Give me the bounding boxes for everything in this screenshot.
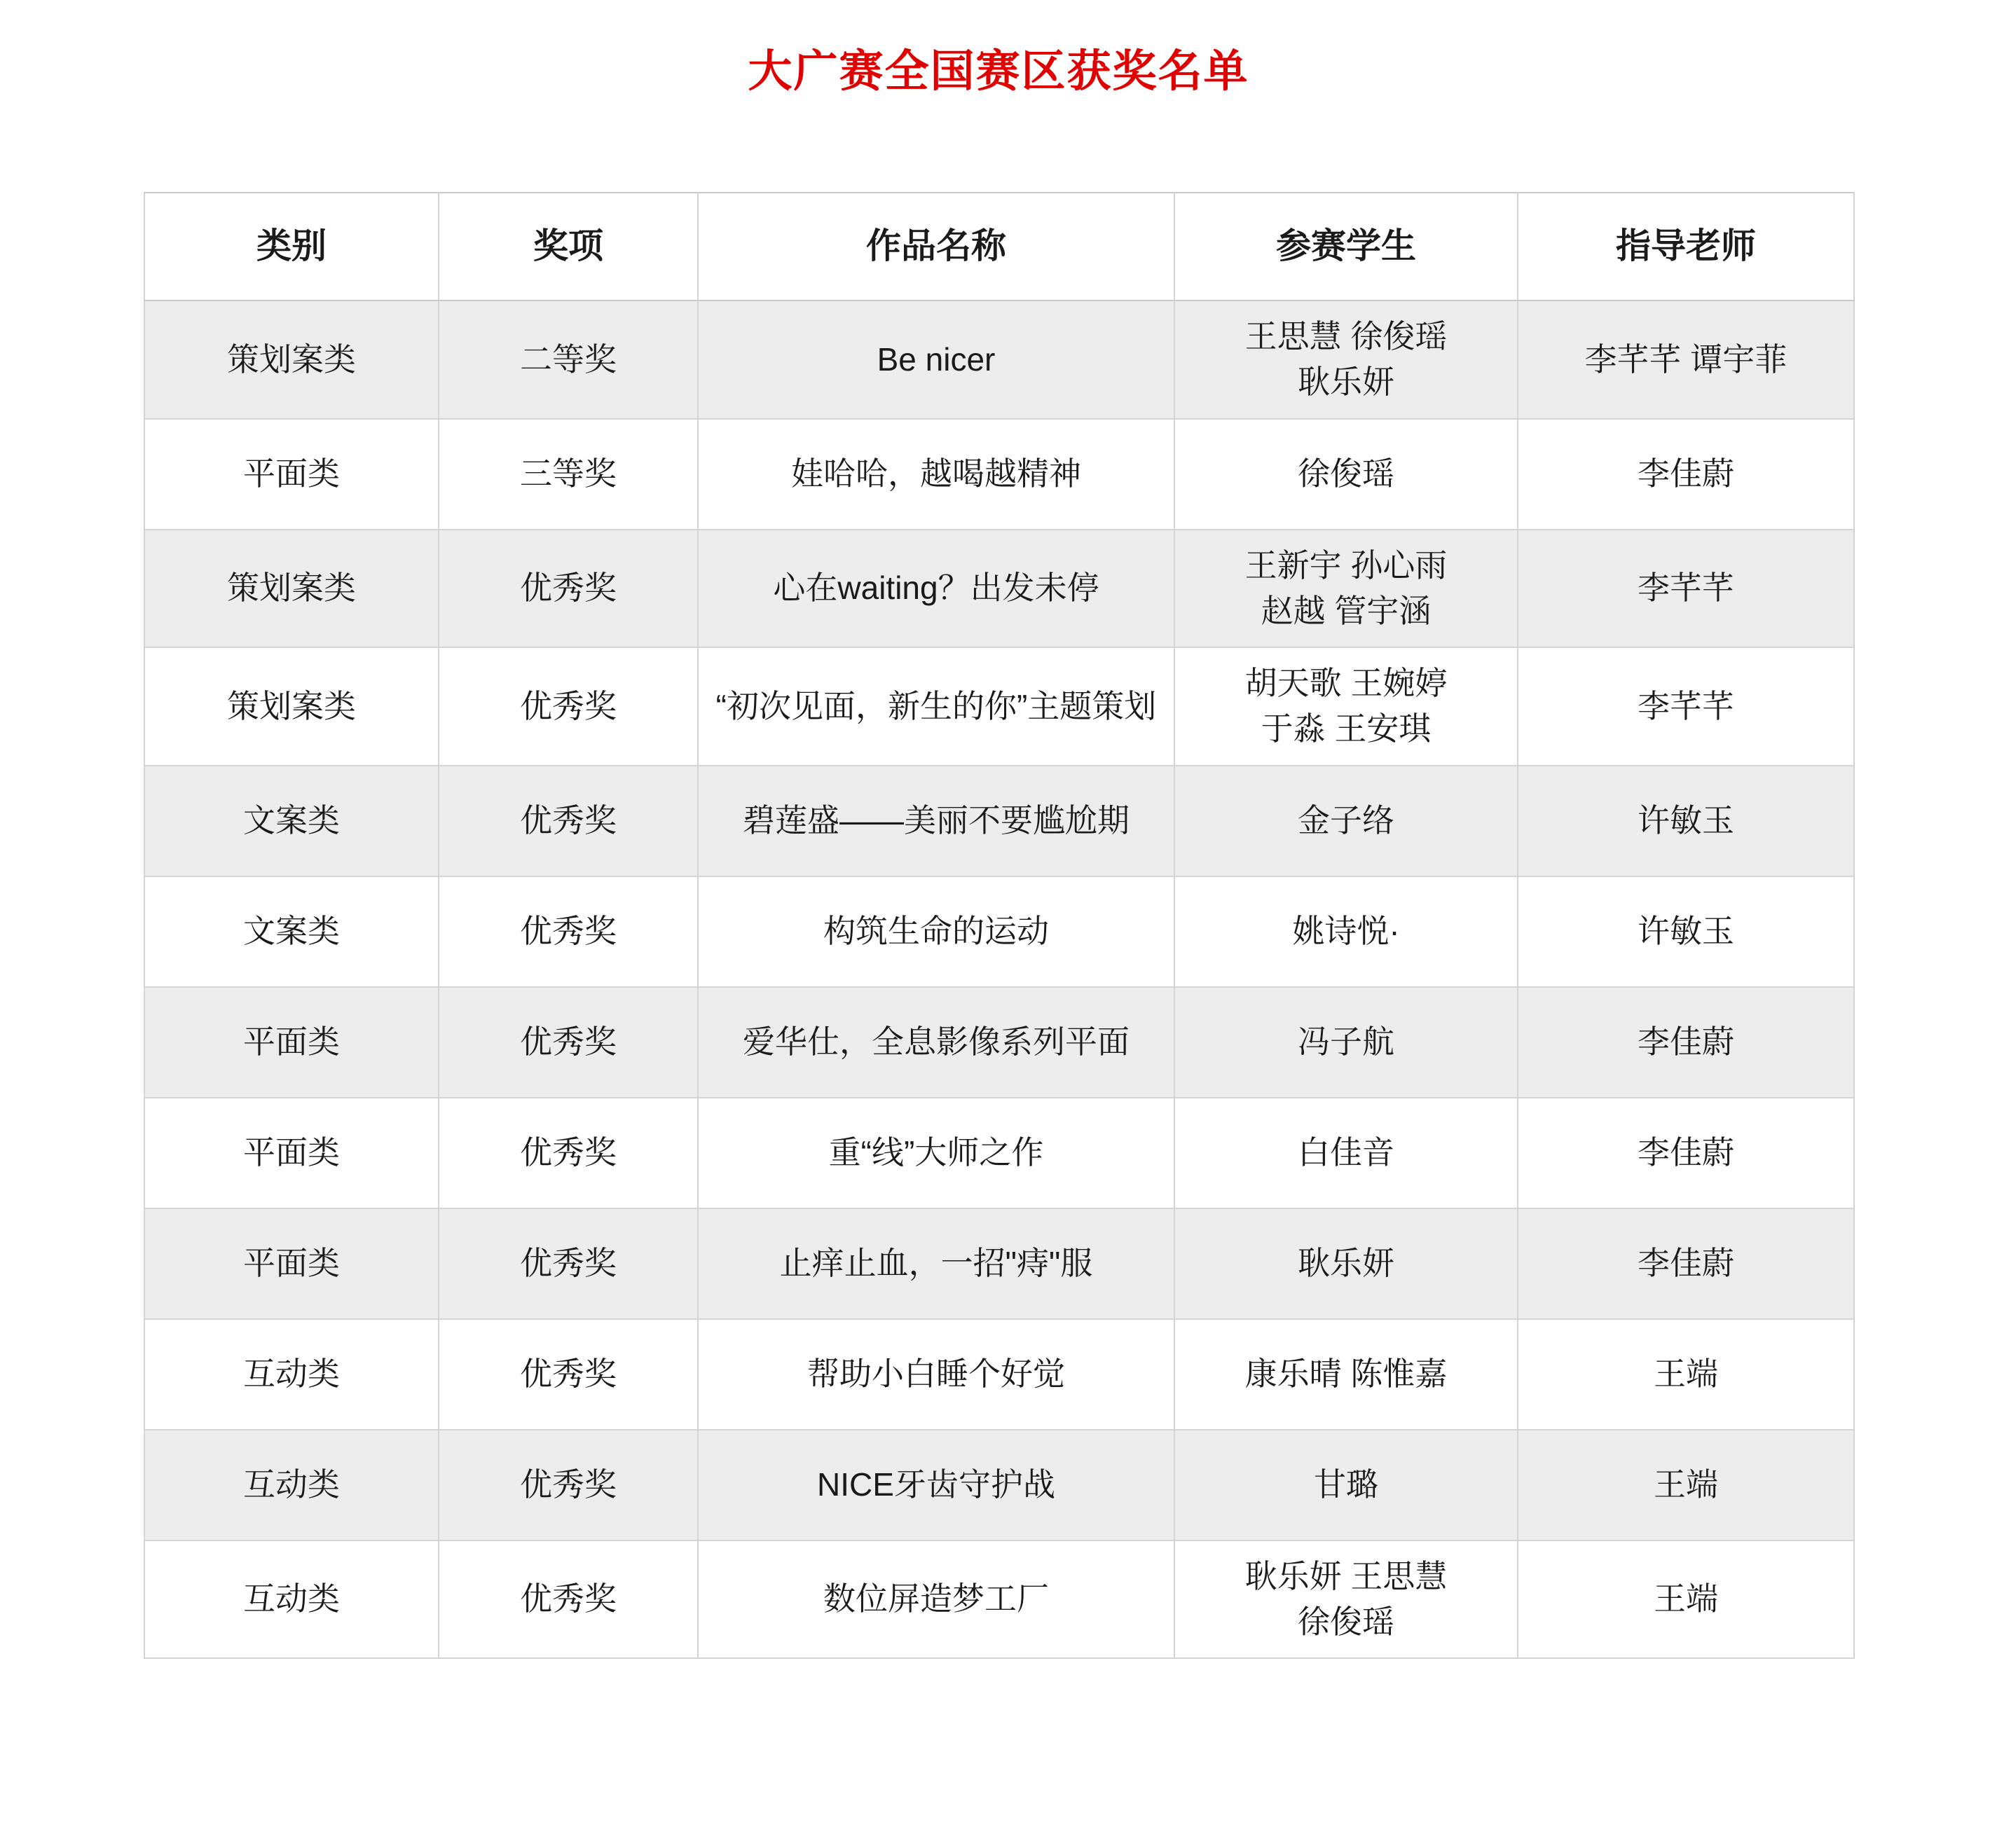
cell-teachers bbox=[1518, 1430, 1854, 1540]
cell-work: 构筑生命的运动 bbox=[698, 876, 1174, 987]
cell-teachers-text: 李佳蔚 bbox=[1638, 455, 1734, 492]
cell-students-text: 康乐晴 陈惟嘉 bbox=[1244, 1356, 1448, 1393]
table-row bbox=[144, 647, 1854, 766]
cell-students-text: 耿乐妍 bbox=[1298, 1245, 1394, 1282]
page-title: 大广赛全国赛区获奖名单 bbox=[748, 47, 1249, 96]
cell-teachers-text: 王端 bbox=[1654, 1580, 1718, 1618]
cell-teachers-text: 李芊芊 谭宇菲 bbox=[1584, 340, 1787, 378]
cell-teachers-text: 王端 bbox=[1654, 1356, 1718, 1393]
cell-students-text: 王新宇 孙心雨 赵越 管宇涵 bbox=[1244, 546, 1448, 629]
cell-work: 帮助小白睡个好觉 bbox=[698, 1319, 1174, 1430]
cell-students-text: 姚诗悦· bbox=[1292, 913, 1400, 950]
cell-award: 优秀奖 bbox=[439, 1540, 698, 1659]
cell-students-text: 金子络 bbox=[1298, 802, 1394, 839]
column-header-work: 作品名称 bbox=[698, 193, 1174, 301]
cell-students bbox=[1174, 301, 1518, 419]
cell-award: 二等奖 bbox=[439, 301, 698, 419]
cell-students bbox=[1174, 1540, 1518, 1659]
cell-award: 优秀奖 bbox=[439, 876, 698, 987]
table-row bbox=[144, 766, 1854, 876]
column-header-award: 奖项 bbox=[439, 193, 698, 301]
cell-award: 三等奖 bbox=[439, 419, 698, 530]
table-row bbox=[144, 1098, 1854, 1208]
cell-teachers bbox=[1518, 1208, 1854, 1319]
cell-students bbox=[1174, 766, 1518, 876]
cell-work: Be nicer bbox=[698, 301, 1174, 419]
cell-category: 互动类 bbox=[144, 1430, 439, 1540]
cell-teachers bbox=[1518, 1540, 1854, 1659]
cell-teachers-text: 李佳蔚 bbox=[1638, 1245, 1734, 1282]
cell-students bbox=[1174, 1098, 1518, 1208]
cell-work: 娃哈哈，越喝越精神 bbox=[698, 419, 1174, 530]
award-table-container bbox=[144, 192, 1853, 1660]
column-header-students: 参赛学生 bbox=[1174, 193, 1518, 301]
cell-category: 平面类 bbox=[144, 419, 439, 530]
cell-work: 碧莲盛——美丽不要尴尬期 bbox=[698, 766, 1174, 876]
cell-category: 平面类 bbox=[144, 987, 439, 1098]
cell-students bbox=[1174, 419, 1518, 530]
cell-teachers-text: 王端 bbox=[1654, 1466, 1718, 1503]
cell-work: 重“线”大师之作 bbox=[698, 1098, 1174, 1208]
cell-award: 优秀奖 bbox=[439, 647, 698, 766]
cell-category: 互动类 bbox=[144, 1540, 439, 1659]
cell-category: 文案类 bbox=[144, 766, 439, 876]
cell-students bbox=[1174, 647, 1518, 766]
cell-students-text: 冯子航 bbox=[1298, 1023, 1394, 1061]
table-header-row bbox=[144, 193, 1854, 301]
cell-award: 优秀奖 bbox=[439, 530, 698, 648]
cell-teachers bbox=[1518, 876, 1854, 987]
table-header bbox=[144, 193, 1854, 301]
cell-students-text: 白佳音 bbox=[1298, 1134, 1394, 1171]
cell-teachers-text: 许敏玉 bbox=[1638, 913, 1734, 950]
cell-teachers bbox=[1518, 1098, 1854, 1208]
cell-award: 优秀奖 bbox=[439, 1319, 698, 1430]
table-row bbox=[144, 876, 1854, 987]
cell-teachers-text: 许敏玉 bbox=[1638, 802, 1734, 839]
cell-category: 平面类 bbox=[144, 1208, 439, 1319]
column-header-teachers: 指导老师 bbox=[1518, 193, 1854, 301]
column-header-category: 类别 bbox=[144, 193, 439, 301]
cell-students bbox=[1174, 876, 1518, 987]
cell-teachers bbox=[1518, 419, 1854, 530]
cell-students-text: 徐俊瑶 bbox=[1298, 455, 1394, 492]
cell-students bbox=[1174, 987, 1518, 1098]
cell-teachers bbox=[1518, 1319, 1854, 1430]
cell-work: 心在waiting？出发未停 bbox=[698, 530, 1174, 648]
cell-work: NICE牙齿守护战 bbox=[698, 1430, 1174, 1540]
cell-teachers bbox=[1518, 301, 1854, 419]
table-row bbox=[144, 1430, 1854, 1540]
cell-work: 止痒止血，一招"痔"服 bbox=[698, 1208, 1174, 1319]
cell-students-text: 王思慧 徐俊瑶 耿乐妍 bbox=[1244, 317, 1448, 401]
cell-award: 优秀奖 bbox=[439, 987, 698, 1098]
cell-students-text: 胡天歌 王婉婷 于淼 王安琪 bbox=[1244, 665, 1448, 747]
cell-teachers-text: 李佳蔚 bbox=[1638, 1134, 1734, 1171]
table-row bbox=[144, 1319, 1854, 1430]
cell-award: 优秀奖 bbox=[439, 1208, 698, 1319]
table-row bbox=[144, 1540, 1854, 1659]
table-row bbox=[144, 301, 1854, 419]
cell-category: 平面类 bbox=[144, 1098, 439, 1208]
cell-students bbox=[1174, 1430, 1518, 1540]
cell-award: 优秀奖 bbox=[439, 1098, 698, 1208]
cell-category: 文案类 bbox=[144, 876, 439, 987]
cell-teachers-text: 李佳蔚 bbox=[1638, 1023, 1734, 1061]
cell-category: 互动类 bbox=[144, 1319, 439, 1430]
table-row bbox=[144, 987, 1854, 1098]
cell-award: 优秀奖 bbox=[439, 1430, 698, 1540]
table-body bbox=[144, 301, 1854, 1659]
cell-students-text: 耿乐妍 王思慧 徐俊瑶 bbox=[1244, 1557, 1448, 1641]
cell-teachers-text: 李芊芊 bbox=[1638, 687, 1734, 724]
table-row bbox=[144, 530, 1854, 648]
cell-teachers bbox=[1518, 530, 1854, 648]
table-row bbox=[144, 1208, 1854, 1319]
cell-students bbox=[1174, 1319, 1518, 1430]
cell-work: 爱华仕，全息影像系列平面 bbox=[698, 987, 1174, 1098]
award-table bbox=[144, 192, 1855, 1660]
cell-students bbox=[1174, 530, 1518, 648]
cell-category: 策划案类 bbox=[144, 530, 439, 648]
cell-students-text: 甘璐 bbox=[1314, 1466, 1378, 1503]
cell-teachers bbox=[1518, 647, 1854, 766]
cell-work: 数位屏造梦工厂 bbox=[698, 1540, 1174, 1659]
cell-teachers bbox=[1518, 766, 1854, 876]
cell-students bbox=[1174, 1208, 1518, 1319]
cell-teachers-text: 李芊芊 bbox=[1638, 570, 1734, 607]
cell-award: 优秀奖 bbox=[439, 766, 698, 876]
table-row bbox=[144, 419, 1854, 530]
cell-category: 策划案类 bbox=[144, 647, 439, 766]
cell-category: 策划案类 bbox=[144, 301, 439, 419]
cell-work: “初次见面，新生的你”主题策划 bbox=[698, 647, 1174, 766]
cell-teachers bbox=[1518, 987, 1854, 1098]
